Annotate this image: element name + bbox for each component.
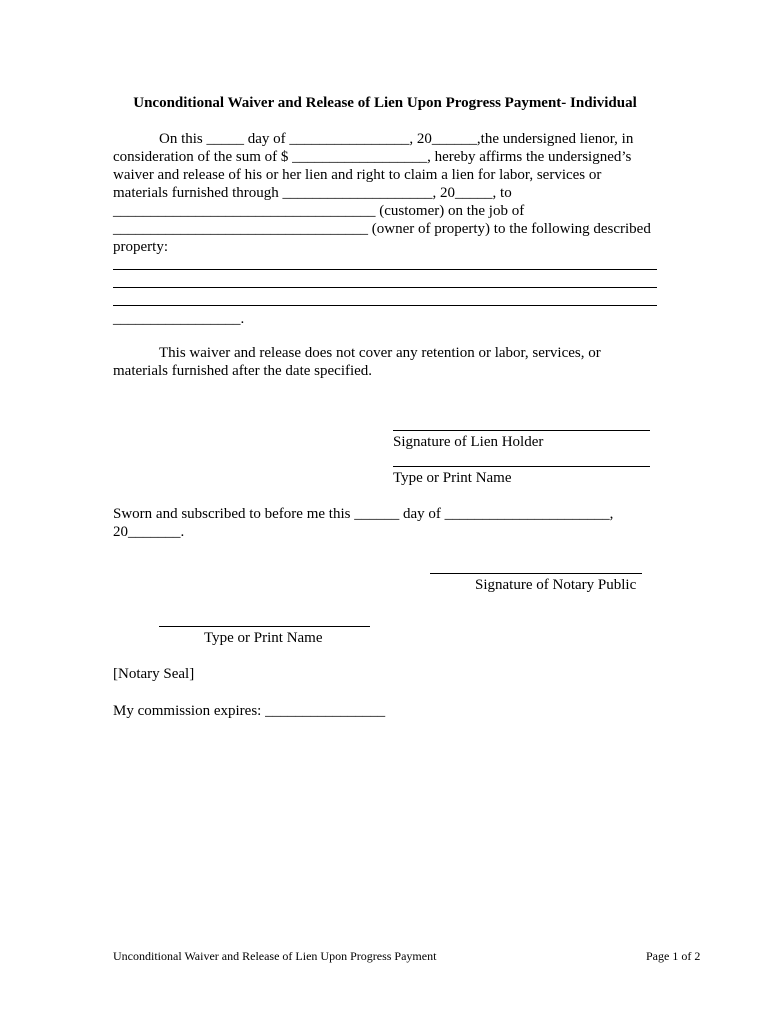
notary-signature-line [430,573,642,574]
sworn-line2: 20_______. [113,524,185,540]
notary-name-line [159,626,370,627]
lien-holder-name-line [393,466,650,467]
type-print-name-label-2: Type or Print Name [204,630,323,646]
lien-holder-signature-line [393,430,650,431]
signature-notary-label: Signature of Notary Public [475,577,637,593]
signature-lien-holder-label: Signature of Lien Holder [393,434,544,450]
paragraph1-line5: ___________________________________ (customer) on the job of [113,203,525,219]
type-print-name-label-1: Type or Print Name [393,470,512,486]
paragraph1-line3: waiver and release of his or her lien and right to claim a lien for labor, services or [113,167,602,183]
paragraph2-line2: materials furnished after the date specified. [113,363,373,379]
property-blank-line-1 [113,269,657,270]
footer-title: Unconditional Waiver and Release of Lien Upon Progress Payment [113,949,437,963]
property-blank-line-3 [113,305,657,306]
footer-page-number: Page 1 of 2 [646,949,701,963]
paragraph1-line8: _________________. [113,311,245,327]
property-blank-line-2 [113,287,657,288]
sworn-line1: Sworn and subscribed to before me this ______ day of ______________________, [113,506,614,522]
paragraph1-line6: __________________________________ (owner of property) to the following described [113,221,651,237]
notary-seal-label: [Notary Seal] [113,666,195,682]
paragraph1-line1: On this _____ day of ________________, 20______,the undersigned lienor, in [159,131,634,147]
commission-expires-label: My commission expires: ________________ [113,703,386,719]
paragraph2-line1: This waiver and release does not cover any retention or labor, services, or [159,345,601,361]
document-title: Unconditional Waiver and Release of Lien Upon Progress Payment- Individual [133,95,637,111]
paragraph1-line2: consideration of the sum of $ __________________, hereby affirms the undersigned’s [113,149,632,165]
paragraph1-line4: materials furnished through ____________________, 20_____, to [113,185,512,201]
paragraph1-line7: property: [113,239,168,255]
